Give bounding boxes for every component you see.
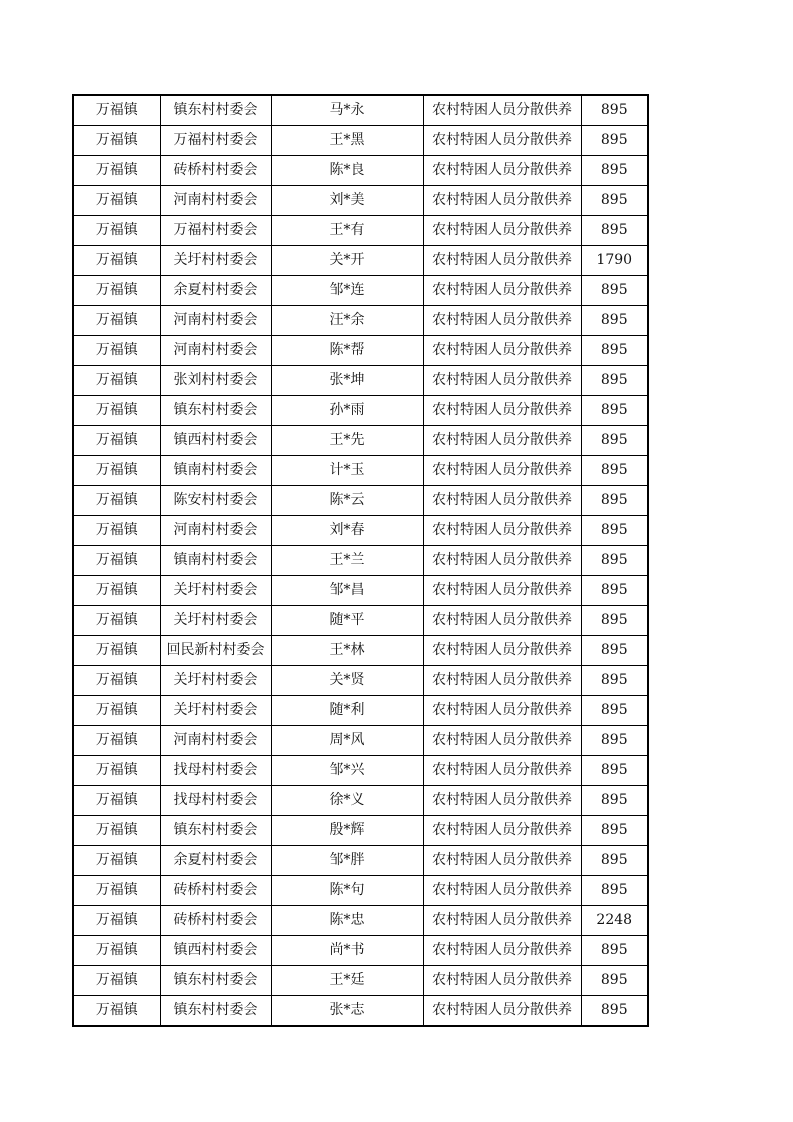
village-cell: 镇西村村委会 bbox=[160, 936, 271, 966]
village-cell: 张刘村村委会 bbox=[160, 366, 271, 396]
beneficiary-table bbox=[72, 94, 649, 1027]
assistance-type-cell: 农村特困人员分散供养 bbox=[423, 336, 581, 366]
name-cell: 随*利 bbox=[271, 696, 423, 726]
town-cell: 万福镇 bbox=[73, 456, 160, 486]
assistance-type-cell: 农村特困人员分散供养 bbox=[423, 516, 581, 546]
village-cell: 镇西村村委会 bbox=[160, 426, 271, 456]
assistance-type-cell: 农村特困人员分散供养 bbox=[423, 816, 581, 846]
village-cell: 关圩村村委会 bbox=[160, 696, 271, 726]
assistance-type-cell: 农村特困人员分散供养 bbox=[423, 606, 581, 636]
town-cell: 万福镇 bbox=[73, 906, 160, 936]
table-row bbox=[73, 726, 648, 756]
village-cell: 余夏村村委会 bbox=[160, 846, 271, 876]
table-row bbox=[73, 966, 648, 996]
village-cell: 关圩村村委会 bbox=[160, 666, 271, 696]
assistance-type-cell: 农村特困人员分散供养 bbox=[423, 996, 581, 1027]
amount-cell: 895 bbox=[581, 606, 648, 636]
table-row bbox=[73, 95, 648, 126]
town-cell: 万福镇 bbox=[73, 996, 160, 1027]
town-cell: 万福镇 bbox=[73, 516, 160, 546]
assistance-type-cell: 农村特困人员分散供养 bbox=[423, 95, 581, 126]
name-cell: 周*风 bbox=[271, 726, 423, 756]
village-cell: 镇东村村委会 bbox=[160, 95, 271, 126]
amount-cell: 895 bbox=[581, 95, 648, 126]
table-row bbox=[73, 426, 648, 456]
amount-cell: 895 bbox=[581, 726, 648, 756]
table-row bbox=[73, 636, 648, 666]
assistance-type-cell: 农村特困人员分散供养 bbox=[423, 906, 581, 936]
village-cell: 镇南村村委会 bbox=[160, 456, 271, 486]
amount-cell: 895 bbox=[581, 756, 648, 786]
name-cell: 邹*胖 bbox=[271, 846, 423, 876]
table-row bbox=[73, 756, 648, 786]
table-row bbox=[73, 396, 648, 426]
village-cell: 河南村村委会 bbox=[160, 726, 271, 756]
village-cell: 找母村村委会 bbox=[160, 786, 271, 816]
amount-cell: 895 bbox=[581, 396, 648, 426]
town-cell: 万福镇 bbox=[73, 276, 160, 306]
table-row bbox=[73, 456, 648, 486]
village-cell: 余夏村村委会 bbox=[160, 276, 271, 306]
name-cell: 关*开 bbox=[271, 246, 423, 276]
amount-cell: 895 bbox=[581, 876, 648, 906]
amount-cell: 895 bbox=[581, 966, 648, 996]
table-row bbox=[73, 696, 648, 726]
town-cell: 万福镇 bbox=[73, 486, 160, 516]
assistance-type-cell: 农村特困人员分散供养 bbox=[423, 156, 581, 186]
table-row bbox=[73, 486, 648, 516]
village-cell: 镇东村村委会 bbox=[160, 996, 271, 1027]
name-cell: 陈*云 bbox=[271, 486, 423, 516]
amount-cell: 895 bbox=[581, 846, 648, 876]
assistance-type-cell: 农村特困人员分散供养 bbox=[423, 936, 581, 966]
name-cell: 张*坤 bbox=[271, 366, 423, 396]
table-row bbox=[73, 216, 648, 246]
town-cell: 万福镇 bbox=[73, 576, 160, 606]
assistance-type-cell: 农村特困人员分散供养 bbox=[423, 756, 581, 786]
village-cell: 砖桥村村委会 bbox=[160, 876, 271, 906]
name-cell: 陈*良 bbox=[271, 156, 423, 186]
assistance-type-cell: 农村特困人员分散供养 bbox=[423, 696, 581, 726]
name-cell: 邹*昌 bbox=[271, 576, 423, 606]
table-row bbox=[73, 276, 648, 306]
village-cell: 回民新村村委会 bbox=[160, 636, 271, 666]
name-cell: 孙*雨 bbox=[271, 396, 423, 426]
amount-cell: 895 bbox=[581, 186, 648, 216]
name-cell: 计*玉 bbox=[271, 456, 423, 486]
assistance-type-cell: 农村特困人员分散供养 bbox=[423, 396, 581, 426]
assistance-type-cell: 农村特困人员分散供养 bbox=[423, 876, 581, 906]
name-cell: 刘*美 bbox=[271, 186, 423, 216]
village-cell: 砖桥村村委会 bbox=[160, 156, 271, 186]
name-cell: 邹*连 bbox=[271, 276, 423, 306]
name-cell: 殷*辉 bbox=[271, 816, 423, 846]
village-cell: 河南村村委会 bbox=[160, 516, 271, 546]
town-cell: 万福镇 bbox=[73, 95, 160, 126]
table-row bbox=[73, 606, 648, 636]
table-row bbox=[73, 306, 648, 336]
town-cell: 万福镇 bbox=[73, 396, 160, 426]
amount-cell: 2248 bbox=[581, 906, 648, 936]
assistance-type-cell: 农村特困人员分散供养 bbox=[423, 486, 581, 516]
assistance-type-cell: 农村特困人员分散供养 bbox=[423, 276, 581, 306]
town-cell: 万福镇 bbox=[73, 666, 160, 696]
amount-cell: 895 bbox=[581, 546, 648, 576]
town-cell: 万福镇 bbox=[73, 366, 160, 396]
amount-cell: 895 bbox=[581, 516, 648, 546]
village-cell: 关圩村村委会 bbox=[160, 246, 271, 276]
amount-cell: 895 bbox=[581, 996, 648, 1027]
village-cell: 河南村村委会 bbox=[160, 336, 271, 366]
name-cell: 王*先 bbox=[271, 426, 423, 456]
assistance-type-cell: 农村特困人员分散供养 bbox=[423, 666, 581, 696]
name-cell: 陈*忠 bbox=[271, 906, 423, 936]
amount-cell: 895 bbox=[581, 216, 648, 246]
assistance-type-cell: 农村特困人员分散供养 bbox=[423, 126, 581, 156]
name-cell: 王*黑 bbox=[271, 126, 423, 156]
name-cell: 关*贤 bbox=[271, 666, 423, 696]
assistance-type-cell: 农村特困人员分散供养 bbox=[423, 576, 581, 606]
table-row bbox=[73, 546, 648, 576]
village-cell: 河南村村委会 bbox=[160, 186, 271, 216]
town-cell: 万福镇 bbox=[73, 636, 160, 666]
village-cell: 砖桥村村委会 bbox=[160, 906, 271, 936]
town-cell: 万福镇 bbox=[73, 186, 160, 216]
table-row bbox=[73, 876, 648, 906]
assistance-type-cell: 农村特困人员分散供养 bbox=[423, 966, 581, 996]
town-cell: 万福镇 bbox=[73, 786, 160, 816]
name-cell: 王*有 bbox=[271, 216, 423, 246]
name-cell: 王*兰 bbox=[271, 546, 423, 576]
amount-cell: 1790 bbox=[581, 246, 648, 276]
amount-cell: 895 bbox=[581, 276, 648, 306]
village-cell: 找母村村委会 bbox=[160, 756, 271, 786]
village-cell: 镇东村村委会 bbox=[160, 396, 271, 426]
amount-cell: 895 bbox=[581, 306, 648, 336]
town-cell: 万福镇 bbox=[73, 246, 160, 276]
name-cell: 汪*余 bbox=[271, 306, 423, 336]
town-cell: 万福镇 bbox=[73, 216, 160, 246]
table-row bbox=[73, 156, 648, 186]
table-row bbox=[73, 996, 648, 1027]
amount-cell: 895 bbox=[581, 786, 648, 816]
name-cell: 刘*春 bbox=[271, 516, 423, 546]
town-cell: 万福镇 bbox=[73, 606, 160, 636]
name-cell: 张*志 bbox=[271, 996, 423, 1027]
assistance-type-cell: 农村特困人员分散供养 bbox=[423, 246, 581, 276]
table-row bbox=[73, 336, 648, 366]
beneficiary-table-body bbox=[73, 95, 648, 1026]
amount-cell: 895 bbox=[581, 816, 648, 846]
table-row bbox=[73, 906, 648, 936]
town-cell: 万福镇 bbox=[73, 156, 160, 186]
town-cell: 万福镇 bbox=[73, 966, 160, 996]
amount-cell: 895 bbox=[581, 456, 648, 486]
table-row bbox=[73, 666, 648, 696]
name-cell: 王*廷 bbox=[271, 966, 423, 996]
town-cell: 万福镇 bbox=[73, 696, 160, 726]
name-cell: 陈*句 bbox=[271, 876, 423, 906]
name-cell: 尚*书 bbox=[271, 936, 423, 966]
village-cell: 镇东村村委会 bbox=[160, 816, 271, 846]
assistance-type-cell: 农村特困人员分散供养 bbox=[423, 726, 581, 756]
town-cell: 万福镇 bbox=[73, 426, 160, 456]
town-cell: 万福镇 bbox=[73, 126, 160, 156]
name-cell: 徐*义 bbox=[271, 786, 423, 816]
village-cell: 河南村村委会 bbox=[160, 306, 271, 336]
town-cell: 万福镇 bbox=[73, 846, 160, 876]
amount-cell: 895 bbox=[581, 666, 648, 696]
town-cell: 万福镇 bbox=[73, 756, 160, 786]
village-cell: 关圩村村委会 bbox=[160, 576, 271, 606]
town-cell: 万福镇 bbox=[73, 546, 160, 576]
town-cell: 万福镇 bbox=[73, 816, 160, 846]
table-row bbox=[73, 846, 648, 876]
table-row bbox=[73, 126, 648, 156]
village-cell: 镇东村村委会 bbox=[160, 966, 271, 996]
town-cell: 万福镇 bbox=[73, 876, 160, 906]
amount-cell: 895 bbox=[581, 126, 648, 156]
table-row bbox=[73, 366, 648, 396]
amount-cell: 895 bbox=[581, 336, 648, 366]
name-cell: 王*林 bbox=[271, 636, 423, 666]
assistance-type-cell: 农村特困人员分散供养 bbox=[423, 306, 581, 336]
amount-cell: 895 bbox=[581, 696, 648, 726]
assistance-type-cell: 农村特困人员分散供养 bbox=[423, 636, 581, 666]
assistance-type-cell: 农村特困人员分散供养 bbox=[423, 426, 581, 456]
table-row bbox=[73, 576, 648, 606]
assistance-type-cell: 农村特困人员分散供养 bbox=[423, 846, 581, 876]
amount-cell: 895 bbox=[581, 366, 648, 396]
village-cell: 陈安村村委会 bbox=[160, 486, 271, 516]
assistance-type-cell: 农村特困人员分散供养 bbox=[423, 216, 581, 246]
table-row bbox=[73, 936, 648, 966]
amount-cell: 895 bbox=[581, 636, 648, 666]
village-cell: 万福村村委会 bbox=[160, 126, 271, 156]
town-cell: 万福镇 bbox=[73, 306, 160, 336]
assistance-type-cell: 农村特困人员分散供养 bbox=[423, 546, 581, 576]
table-row bbox=[73, 186, 648, 216]
table-row bbox=[73, 816, 648, 846]
amount-cell: 895 bbox=[581, 576, 648, 606]
amount-cell: 895 bbox=[581, 936, 648, 966]
name-cell: 邹*兴 bbox=[271, 756, 423, 786]
table-row bbox=[73, 246, 648, 276]
table-row bbox=[73, 786, 648, 816]
assistance-type-cell: 农村特困人员分散供养 bbox=[423, 186, 581, 216]
town-cell: 万福镇 bbox=[73, 336, 160, 366]
village-cell: 万福村村委会 bbox=[160, 216, 271, 246]
village-cell: 关圩村村委会 bbox=[160, 606, 271, 636]
amount-cell: 895 bbox=[581, 486, 648, 516]
town-cell: 万福镇 bbox=[73, 936, 160, 966]
assistance-type-cell: 农村特困人员分散供养 bbox=[423, 786, 581, 816]
name-cell: 陈*帮 bbox=[271, 336, 423, 366]
assistance-type-cell: 农村特困人员分散供养 bbox=[423, 456, 581, 486]
table-row bbox=[73, 516, 648, 546]
amount-cell: 895 bbox=[581, 156, 648, 186]
assistance-type-cell: 农村特困人员分散供养 bbox=[423, 366, 581, 396]
village-cell: 镇南村村委会 bbox=[160, 546, 271, 576]
name-cell: 马*永 bbox=[271, 95, 423, 126]
amount-cell: 895 bbox=[581, 426, 648, 456]
town-cell: 万福镇 bbox=[73, 726, 160, 756]
name-cell: 随*平 bbox=[271, 606, 423, 636]
